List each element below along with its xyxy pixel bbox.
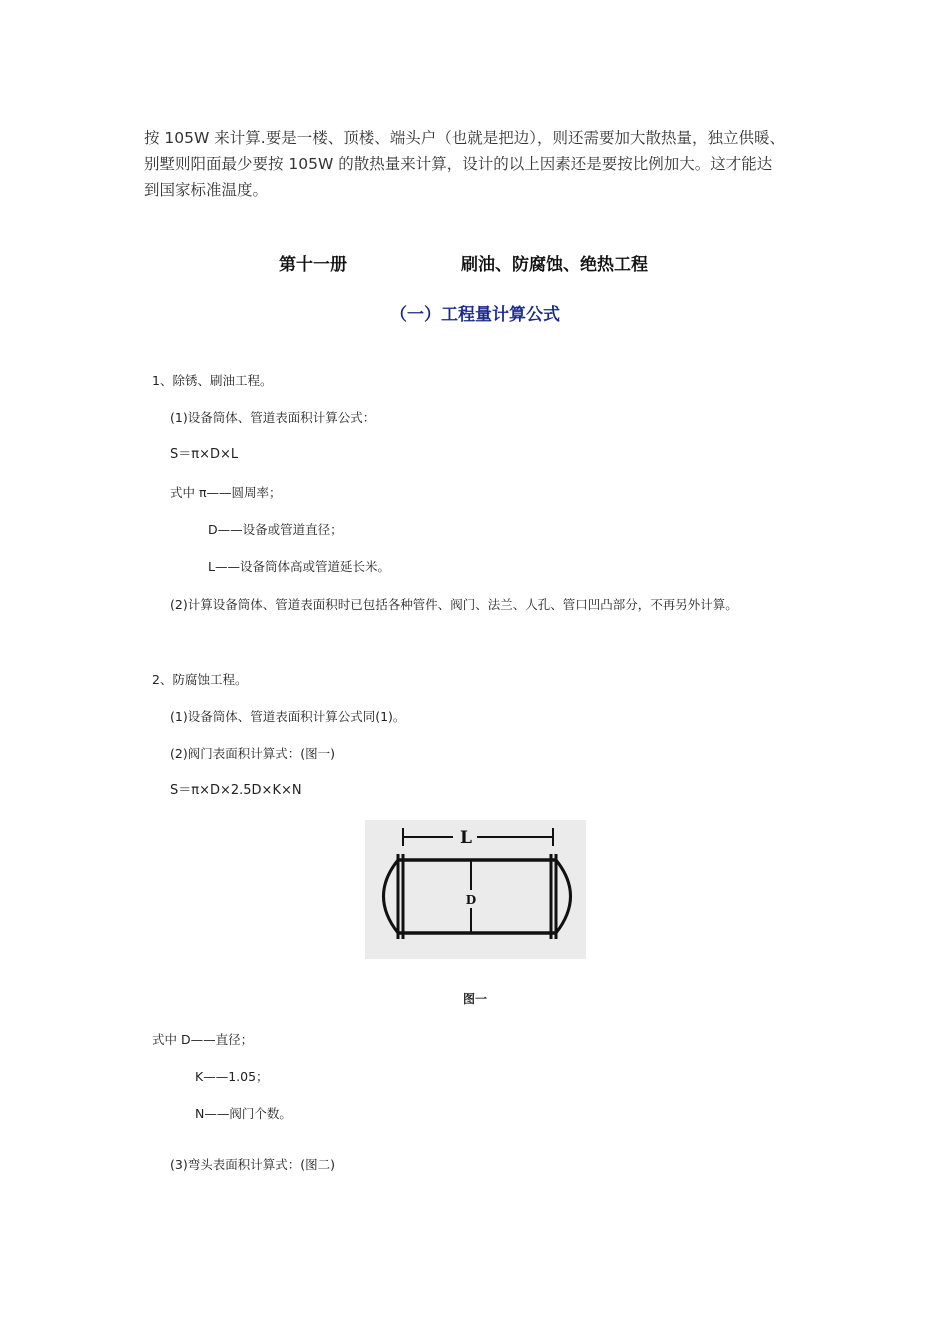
figure-caption: 图一 [462, 992, 487, 1006]
intro-paragraph [144, 125, 816, 203]
s2-where: 式中 D——直径； [152, 1032, 254, 1047]
chapter-title: 刷油、防腐蚀、绝热工程 [461, 255, 648, 275]
s2-formula: S＝π×D×2.5D×K×N [170, 783, 302, 798]
s1-item1: (1)设备筒体、管道表面积计算公式： [170, 410, 376, 425]
dimension-label-d: D [465, 893, 477, 907]
intro-line: 按 105W 来计算.要是一楼、顶楼、端头户（也就是把边），则还需要加大散热量，独立供暖、 [144, 129, 785, 147]
s1-heading: 1、除锈、刷油工程。 [152, 373, 273, 388]
end-cap-right [556, 860, 571, 933]
s2-item2: (2)阀门表面积计算式：(图一) [170, 746, 335, 761]
section-title: （一）工程量计算公式 [390, 305, 560, 325]
chapter-volume: 第十一册 [279, 255, 347, 275]
s1-item2: (2)计算设备筒体、管道表面积时已包括各种管件、阀门、法兰、人孔、管口凹凸部分，不再另外计算。 [170, 597, 738, 612]
intro-line: 到国家标准温度。 [144, 181, 269, 199]
dimension-label-l: L [460, 828, 472, 848]
s2-n-definition: N——阀门个数。 [195, 1106, 292, 1121]
valve-diagram [365, 820, 586, 959]
s1-where: 式中 π——圆周率； [170, 485, 282, 500]
s2-k-definition: K——1.05； [195, 1069, 269, 1084]
chapter-heading [0, 250, 950, 274]
s2-heading: 2、防腐蚀工程。 [152, 672, 248, 687]
intro-line: 别墅则阳面最少要按 105W 的散热量来计算，设计的以上因素还是要按比例加大。这才能达 [144, 155, 773, 173]
s2-item3: (3)弯头表面积计算式：(图二) [170, 1157, 335, 1172]
s1-formula: S＝π×D×L [170, 447, 239, 462]
s2-item1: (1)设备筒体、管道表面积计算公式同(1)。 [170, 709, 406, 724]
s1-d-definition: D——设备或管道直径； [208, 522, 343, 537]
s1-l-definition: L——设备筒体高或管道延长米。 [208, 559, 390, 574]
end-cap-left [384, 860, 399, 933]
